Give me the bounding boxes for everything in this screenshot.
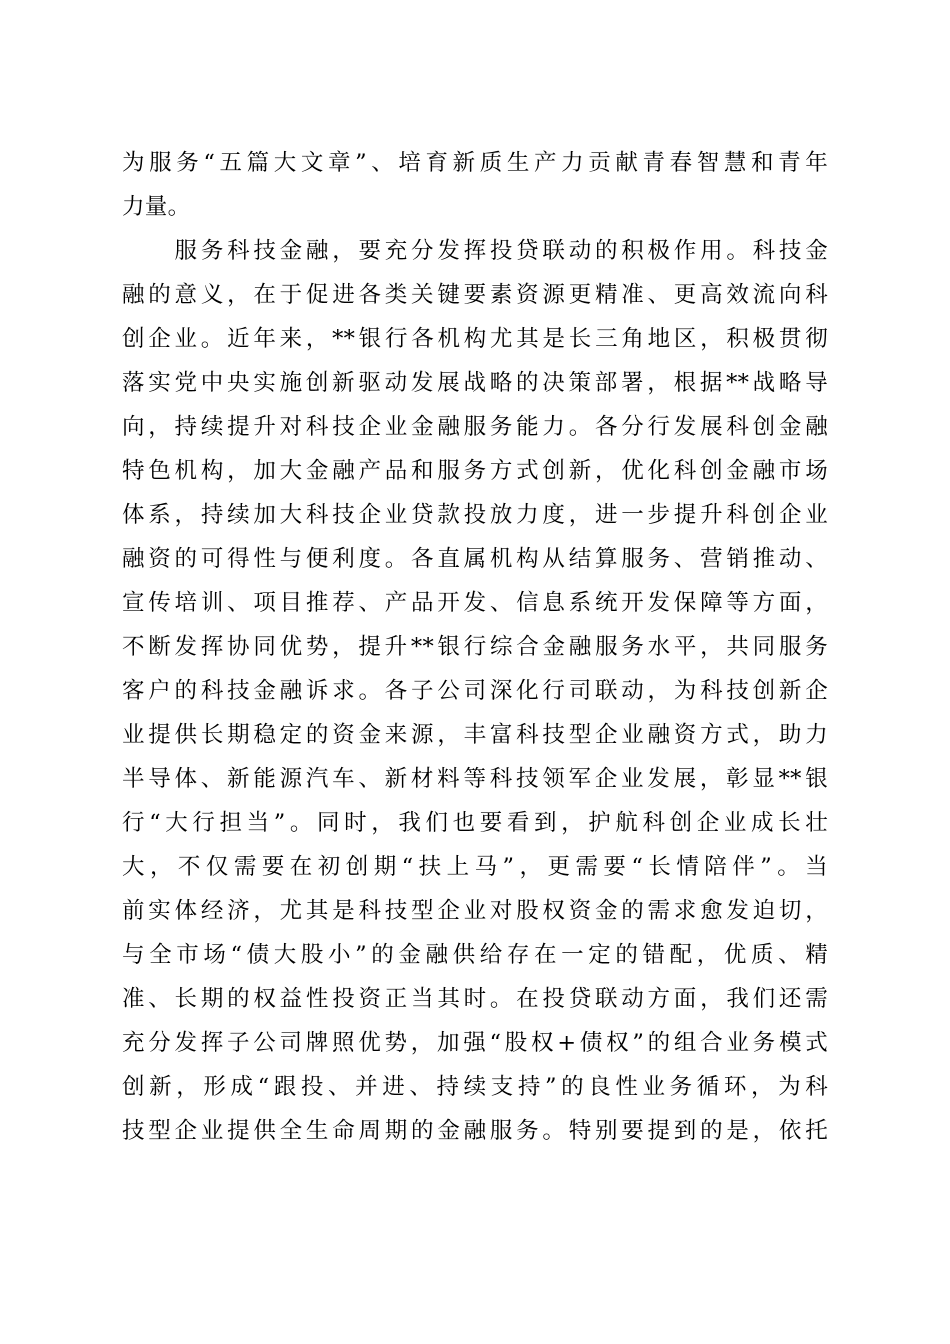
text-line: 行“大行担当”。同时，我们也要看到，护航科创企业成长壮 (122, 810, 828, 836)
text-line: 融资的可得性与便利度。各直属机构从结算服务、营销推动、 (122, 546, 828, 572)
text-line: 不断发挥协同优势，提升**银行综合金融服务水平，共同服务 (122, 634, 828, 660)
text-line: 客户的科技金融诉求。各子公司深化行司联动，为科技创新企 (122, 678, 828, 704)
text-line: 宣传培训、项目推荐、产品开发、信息系统开发保障等方面， (122, 590, 828, 616)
text-line: 半导体、新能源汽车、新材料等科技领军企业发展，彰显**银 (122, 766, 828, 792)
text-line: 为服务“五篇大文章”、培育新质生产力贡献青春智慧和青年 (122, 150, 828, 176)
text-line: 体系，持续加大科技企业贷款投放力度，进一步提升科创企业 (122, 502, 828, 528)
text-line: 充分发挥子公司牌照优势，加强“股权+债权”的组合业务模式 (122, 1030, 828, 1056)
text-line: 大，不仅需要在初创期“扶上马”，更需要“长情陪伴”。当 (122, 854, 828, 880)
body-text (122, 141, 828, 1153)
text-line: 前实体经济，尤其是科技型企业对股权资金的需求愈发迫切， (122, 898, 828, 924)
text-line: 与全市场“债大股小”的金融供给存在一定的错配，优质、精 (122, 942, 828, 968)
text-line: 向，持续提升对科技企业金融服务能力。各分行发展科创金融 (122, 414, 828, 440)
text-line: 力量。 (122, 194, 191, 220)
text-line: 技型企业提供全生命周期的金融服务。特别要提到的是，依托 (122, 1118, 828, 1144)
text-line: 业提供长期稳定的资金来源，丰富科技型企业融资方式，助力 (122, 722, 828, 748)
text-line: 融的意义，在于促进各类关键要素资源更精准、更高效流向科 (122, 282, 828, 308)
text-line: 创企业。近年来，**银行各机构尤其是长三角地区，积极贯彻 (122, 326, 828, 352)
text-line: 特色机构，加大金融产品和服务方式创新，优化科创金融市场 (122, 458, 828, 484)
text-line: 落实党中央实施创新驱动发展战略的决策部署，根据**战略导 (122, 370, 828, 396)
text-line: 服务科技金融，要充分发挥投贷联动的积极作用。科技金 (122, 238, 828, 264)
text-line: 创新，形成“跟投、并进、持续支持”的良性业务循环，为科 (122, 1074, 828, 1100)
text-line: 准、长期的权益性投资正当其时。在投贷联动方面，我们还需 (122, 986, 828, 1012)
